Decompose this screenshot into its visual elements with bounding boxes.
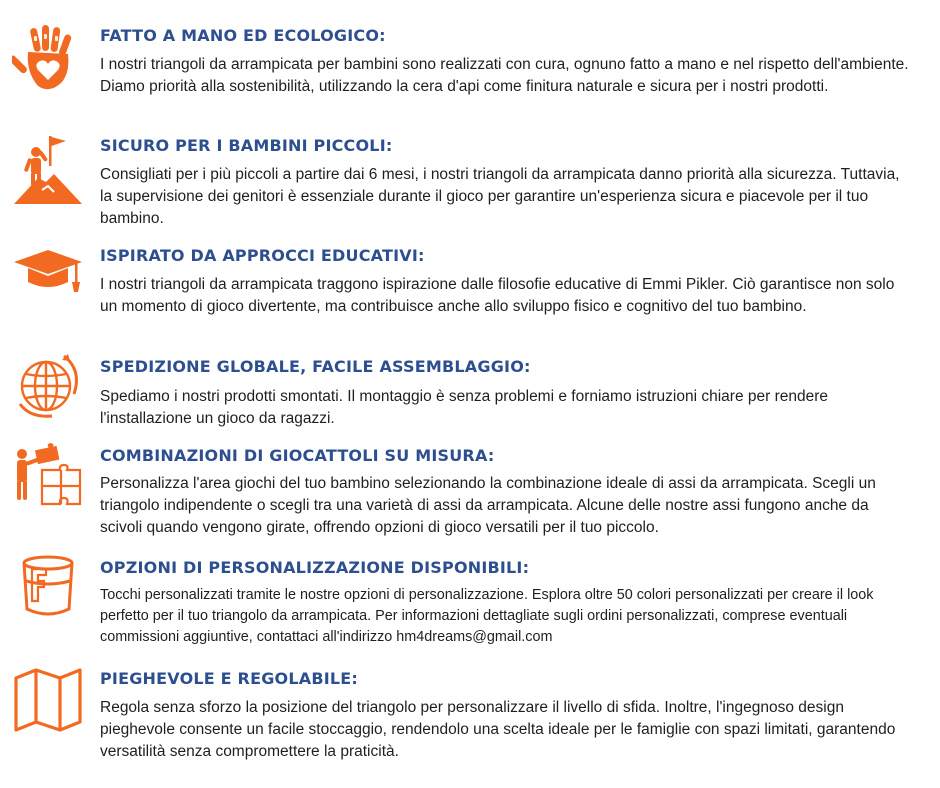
feature-text: I nostri triangoli da arrampicata traggono ispirazione dalle filosofie educative di Emmi Pikler. Ciò garantisce non solo un momento di gioco divertente, ma contribuisce anche allo sviluppo fisico e cognitivo del tuo bambino. [100, 276, 895, 315]
feature-text: Personalizza l'area giochi del tuo bambino selezionando la combinazione ideale di assi da arrampicata. Scegli un triangolo indipendente o scegli tra una varietà di assi da arrampicata. Alcune delle nostre assi fungono anche da scivoli quando vengono girate, offrendo opzioni di gioco versatili per il tuo piccolo. [100, 475, 876, 536]
climber-flag-icon [12, 134, 84, 206]
globe-icon [12, 348, 84, 420]
feature-text: I nostri triangoli da arrampicata per bambini sono realizzati con cura, ognuno fatto a mano e nel rispetto dell'ambiente. Diamo priorità alla sostenibilità, utilizzando la cera d'api come finitura naturale e sicura per i nostri prodotti. [100, 56, 909, 95]
feature-title: SICURO PER I BAMBINI PICCOLI: [100, 136, 393, 155]
feature-text: Regola senza sforzo la posizione del triangolo per personalizzare il livello di sfida. Inoltre, l'ingegnoso design pieghevole consente un facile stoccaggio, rendendolo una scelta ideale per le famiglie con spazi limitati, garantendo versatilità senza compromettere la praticità. [100, 699, 896, 760]
feature-title: COMBINAZIONI DI GIOCATTOLI SU MISURA: [100, 446, 495, 465]
feature-title: OPZIONI DI PERSONALIZZAZIONE DISPONIBILI: [100, 558, 530, 577]
hand-heart-icon [12, 24, 84, 96]
feature-title: PIEGHEVOLE E REGOLABILE: [100, 669, 358, 688]
feature-text: Spediamo i nostri prodotti smontati. Il montaggio è senza problemi e forniamo istruzioni chiare per rendere l'installazione un gioco da ragazzi. [100, 388, 829, 427]
paint-bucket-icon [12, 551, 84, 623]
puzzle-person-icon [12, 440, 84, 512]
feature-text: Tocchi personalizzati tramite le nostre opzioni di personalizzazione. Esplora oltre 50 colori personalizzati per creare il look perfetto per il tuo triangolo da arrampicata. Per informazioni dettagliate sugli ordini personalizzati, comprese eventuali commissioni aggiuntive, contattaci all'indirizzo hm4dreams@gmail.com [100, 587, 874, 645]
graduation-cap-icon [12, 238, 84, 310]
folded-map-icon [12, 664, 84, 736]
feature-text: Consigliati per i più piccoli a partire dai 6 mesi, i nostri triangoli da arrampicata danno priorità alla sicurezza. Tuttavia, la supervisione dei genitori è essenziale durante il gioco per garantire un'esperienza sicura e piacevole per il tuo bambino. [100, 166, 900, 227]
feature-title: ISPIRATO DA APPROCCI EDUCATIVI: [100, 246, 425, 265]
feature-title: FATTO A MANO ED ECOLOGICO: [100, 26, 386, 45]
feature-title: SPEDIZIONE GLOBALE, FACILE ASSEMBLAGGIO: [100, 357, 531, 376]
